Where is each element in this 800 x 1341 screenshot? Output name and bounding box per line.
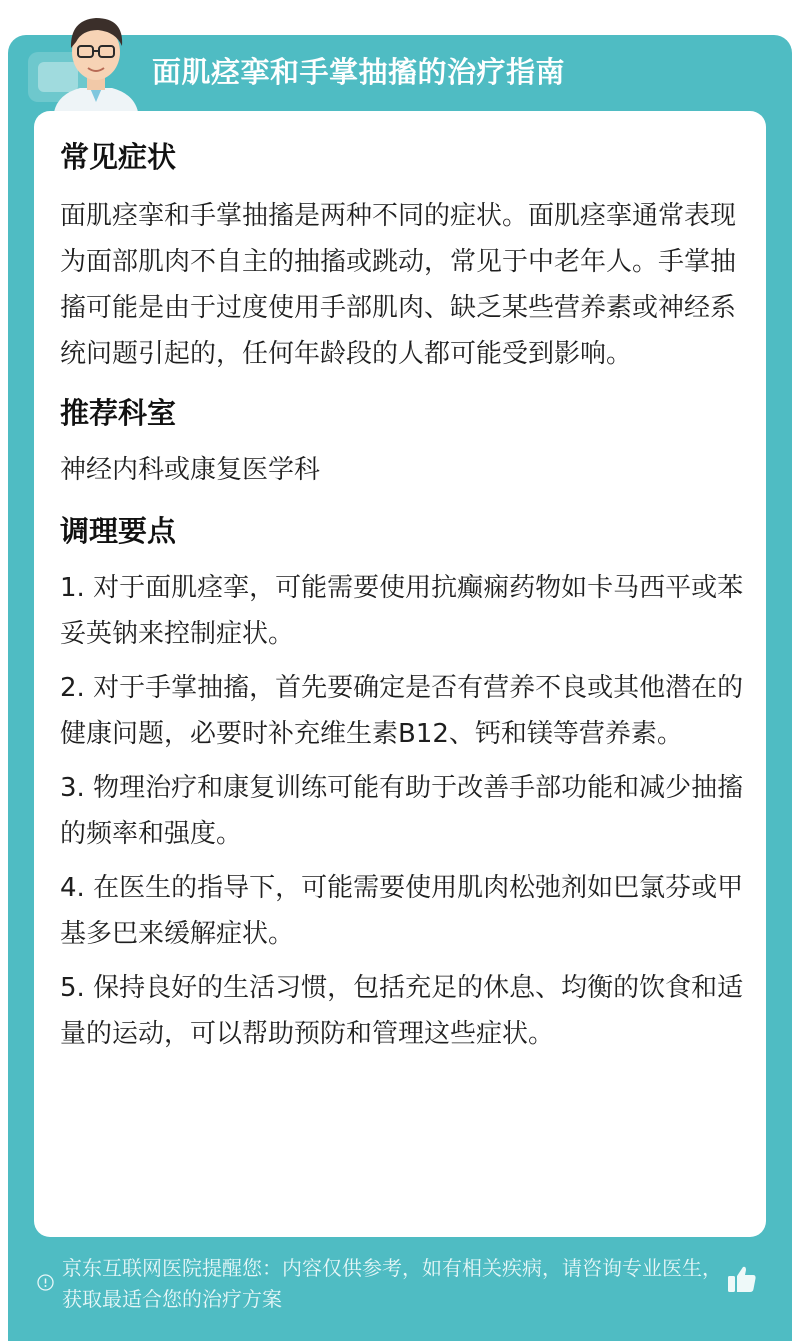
footer-text: 京东互联网医院提醒您：内容仅供参考，如有相关疾病，请咨询专业医生，获取最适合您的治疗方案 <box>62 1256 722 1311</box>
department-text: 神经内科或康复医学科 <box>60 455 321 485</box>
care-heading: 调理要点 <box>60 514 177 548</box>
info-icon <box>37 1274 54 1291</box>
doctor-avatar-icon <box>40 8 152 112</box>
care-item: 1. 对于面肌痉挛，可能需要使用抗癫痫药物如卡马西平或苯妥英钠来控制症状。 <box>60 573 744 649</box>
department-heading: 推荐科室 <box>60 396 177 430</box>
care-item: 2. 对于手掌抽搐，首先要确定是否有营养不良或其他潜在的健康问题，必要时补充维生素B12、钙和镁等营养素。 <box>60 673 744 749</box>
thumbs-up-icon[interactable] <box>726 1263 758 1295</box>
page-title: 面肌痉挛和手掌抽搐的治疗指南 <box>152 55 566 89</box>
content-card <box>34 111 766 1237</box>
symptoms-heading: 常见症状 <box>60 140 177 174</box>
care-item: 4. 在医生的指导下，可能需要使用肌肉松弛剂如巴氯芬或甲基多巴来缓解症状。 <box>60 873 744 949</box>
care-item: 3. 物理治疗和康复训练可能有助于改善手部功能和减少抽搐的频率和强度。 <box>60 773 744 849</box>
care-item: 5. 保持良好的生活习惯，包括充足的休息、均衡的饮食和适量的运动，可以帮助预防和管理这些症状。 <box>60 973 744 1049</box>
content-body <box>60 133 750 1065</box>
symptoms-text: 面肌痉挛和手掌抽搐是两种不同的症状。面肌痉挛通常表现为面部肌肉不自主的抽搐或跳动，常见于中老年人。手掌抽搐可能是由于过度使用手部肌肉、缺乏某些营养素或神经系统问题引起的，任何年龄段的人都可能受到影响。 <box>60 201 737 369</box>
